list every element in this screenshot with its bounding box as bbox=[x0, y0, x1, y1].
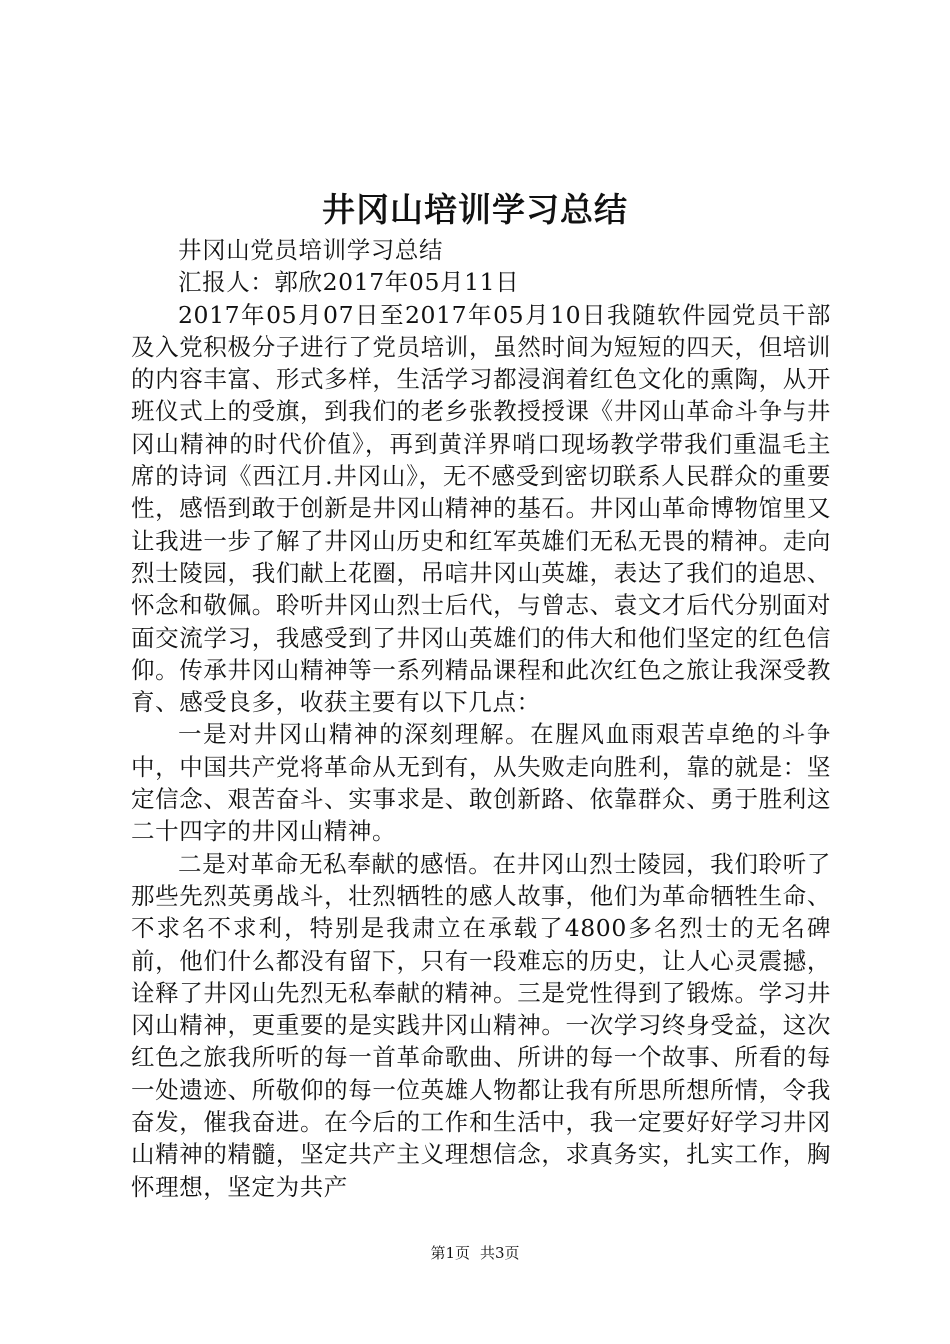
document-title: 井冈山培训学习总结 bbox=[322, 190, 628, 229]
page-footer bbox=[0, 1243, 950, 1263]
body-paragraph: 二是对革命无私奉献的感悟。在井冈山烈士陵园，我们聆听了那些先烈英勇战斗，壮烈牺牲的感人故事，他们为革命牺牲生命、不求名不求利，特别是我肃立在承载了4800多名烈士的无名碑前，他们什么都没有留下，只有一段难忘的历史，让人心灵震撼，诠释了井冈山先烈无私奉献的精神。三是党性得到了锻炼。学习井冈山精神，更重要的是实践井冈山精神。一次学习终身受益，这次红色之旅我所听的每一首革命歌曲、所讲的每一个故事、所看的每一处遗迹、所敬仰的每一位英雄人物都让我有所思所想所情，令我奋发，催我奋进。在今后的工作和生活中，我一定要好好学习井冈山精神的精髓，坚定共产主义理想信念，求真务实，扎实工作，胸怀理想，坚定为共产 bbox=[131, 849, 831, 1201]
page-number-current: 第1页 bbox=[430, 1244, 470, 1262]
document-body bbox=[131, 234, 831, 1203]
page-number-total: 共3页 bbox=[480, 1244, 520, 1262]
document-subtitle: 井冈山党员培训学习总结 bbox=[178, 236, 444, 264]
body-paragraph: 一是对井冈山精神的深刻理解。在腥风血雨艰苦卓绝的斗争中，中国共产党将革命从无到有，从失败走向胜利，靠的就是：坚定信念、艰苦奋斗、实事求是、敢创新路、依靠群众、勇于胜利这二十四字的井冈山精神。 bbox=[131, 720, 831, 846]
body-paragraph: 2017年05月07日至2017年05月10日我随软件园党员干部及入党积极分子进行了党员培训，虽然时间为短短的四天，但培训的内容丰富、形式多样，生活学习都浸润着红色文化的熏陶，从开班仪式上的受旗，到我们的老乡张教授授课《井冈山革命斗争与井冈山精神的时代价值》，再到黄洋界哨口现场教学带我们重温毛主席的诗词《西江月.井冈山》，无不感受到密切联系人民群众的重要性，感悟到敢于创新是井冈山精神的基石。井冈山革命博物馆里又让我进一步了解了井冈山历史和红军英雄们无私无畏的精神。走向烈士陵园，我们献上花圈，吊唁井冈山英雄，表达了我们的追思、怀念和敬佩。聆听井冈山烈士后代，与曾志、袁文才后代分别面对面交流学习，我感受到了井冈山英雄们的伟大和他们坚定的红色信仰。传承井冈山精神等一系列精品课程和此次红色之旅让我深受教育、感受良多，收获主要有以下几点： bbox=[131, 300, 831, 717]
reporter-line: 汇报人：郭欣2017年05月11日 bbox=[178, 268, 520, 297]
